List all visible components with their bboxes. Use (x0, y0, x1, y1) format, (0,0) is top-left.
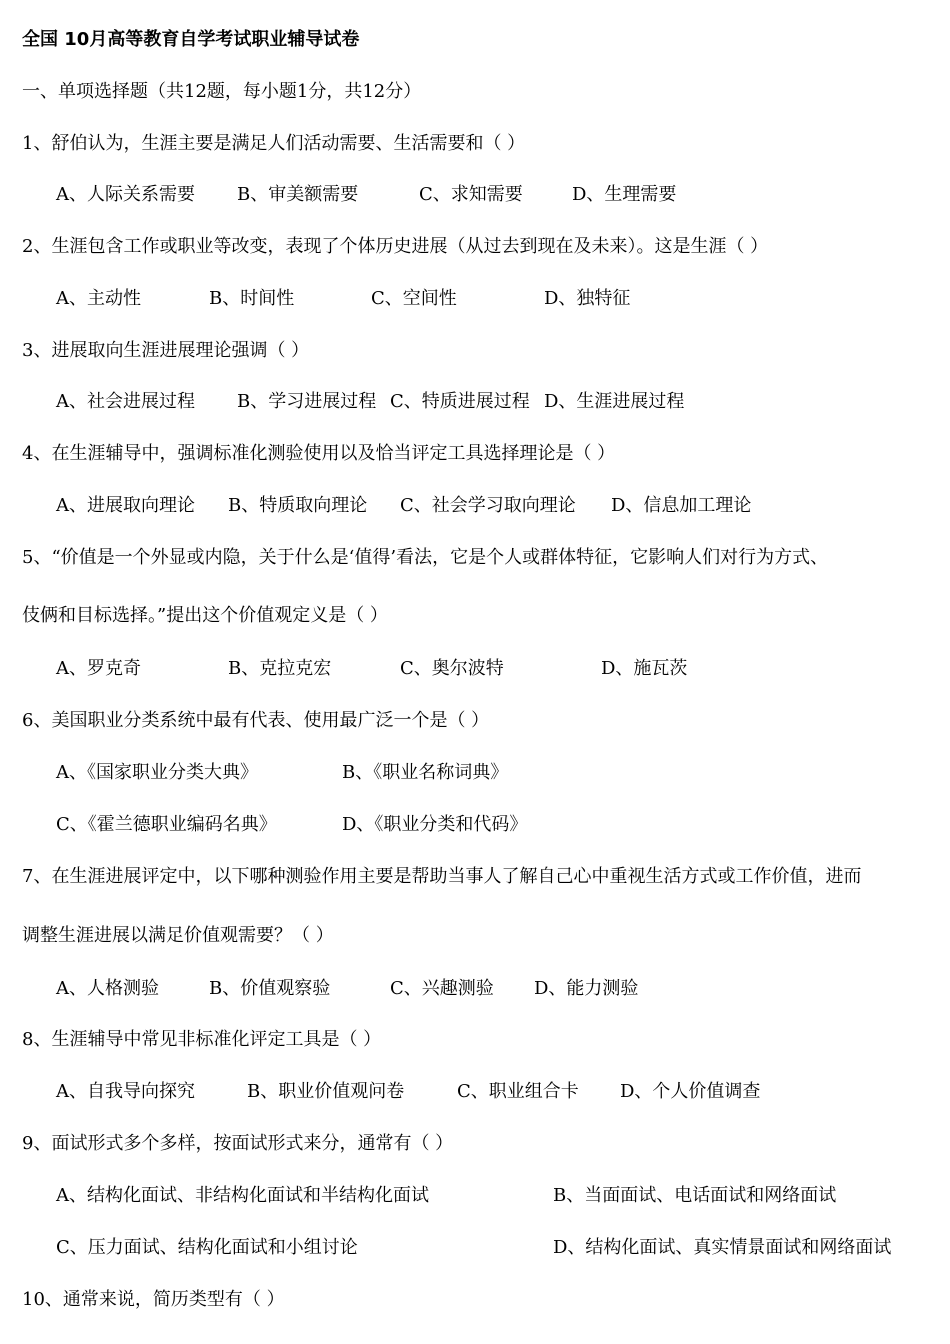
exam-title: 全国 10月高等教育自学考试职业辅导试卷 (22, 29, 360, 50)
option-b: B、时间性 (209, 288, 295, 309)
option-b: B、职业价值观问卷 (247, 1081, 405, 1102)
question-stem: 8、生涯辅导中常见非标准化评定工具是（ ） (22, 1029, 382, 1050)
question-stem: 2、生涯包含工作或职业等改变，表现了个体历史进展（从过去到现在及未来）。这是生涯（ ） (22, 236, 769, 257)
option-d: D、生理需要 (572, 184, 677, 205)
option-d: D、个人价值调查 (620, 1081, 761, 1102)
option-b: B、价值观察验 (209, 978, 331, 999)
option-d: D、施瓦茨 (601, 658, 688, 679)
question-stem: 3、进展取向生涯进展理论强调（ ） (22, 340, 310, 361)
option-a: A、进展取向理论 (56, 495, 195, 516)
option-a: A、自我导向探究 (56, 1081, 195, 1102)
option-c: C、奥尔波特 (400, 658, 504, 679)
option-d: D、《职业分类和代码》 (342, 814, 528, 835)
question-stem: 6、美国职业分类系统中最有代表、使用最广泛一个是（ ） (22, 710, 490, 731)
option-c: C、空间性 (371, 288, 457, 309)
option-a: A、社会进展过程 (56, 391, 195, 412)
option-a: A、结构化面试、非结构化面试和半结构化面试 (56, 1185, 429, 1206)
option-a: A、罗克奇 (56, 658, 141, 679)
option-c: C、职业组合卡 (457, 1081, 579, 1102)
option-c: C、《霍兰德职业编码名典》 (56, 814, 277, 835)
section-heading: 一、单项选择题（共12题，每小题1分，共12分） (22, 81, 422, 102)
question-stem-continued: 伎俩和目标选择。”提出这个价值观定义是（ ） (22, 605, 388, 626)
option-d: D、生涯进展过程 (544, 391, 685, 412)
option-c: C、社会学习取向理论 (400, 495, 576, 516)
option-b: B、当面面试、电话面试和网络面试 (553, 1185, 837, 1206)
option-c: C、压力面试、结构化面试和小组讨论 (56, 1237, 358, 1258)
question-stem-continued: 调整生涯进展以满足价值观需要？（ ） (22, 925, 334, 946)
option-d: D、独特征 (544, 288, 631, 309)
option-d: D、信息加工理论 (611, 495, 752, 516)
option-b: B、审美额需要 (237, 184, 359, 205)
option-c: C、特质进展过程 (390, 391, 530, 412)
option-b: B、特质取向理论 (228, 495, 368, 516)
question-stem: 1、舒伯认为，生涯主要是满足人们活动需要、生活需要和（ ） (22, 133, 526, 154)
option-c: C、求知需要 (419, 184, 523, 205)
option-b: B、学习进展过程 (237, 391, 377, 412)
question-stem: 10、通常来说，简历类型有（ ） (22, 1289, 285, 1310)
option-a: A、《国家职业分类大典》 (56, 762, 258, 783)
option-d: D、结构化面试、真实情景面试和网络面试 (553, 1237, 892, 1258)
option-a: A、主动性 (56, 288, 141, 309)
question-stem: 5、“价值是一个外显或内隐，关于什么是‘值得’看法，它是个人或群体特征，它影响人们对行为方式、 (22, 547, 829, 568)
question-stem: 9、面试形式多个多样，按面试形式来分，通常有（ ） (22, 1133, 454, 1154)
option-b: B、克拉克宏 (228, 658, 332, 679)
question-stem: 7、在生涯进展评定中，以下哪种测验作用主要是帮助当事人了解自己心中重视生活方式或工作价值，进而 (22, 866, 862, 887)
question-stem: 4、在生涯辅导中，强调标准化测验使用以及恰当评定工具选择理论是（ ） (22, 443, 616, 464)
option-a: A、人格测验 (56, 978, 159, 999)
option-a: A、人际关系需要 (56, 184, 195, 205)
option-b: B、《职业名称词典》 (342, 762, 509, 783)
option-d: D、能力测验 (534, 978, 639, 999)
option-c: C、兴趣测验 (390, 978, 494, 999)
